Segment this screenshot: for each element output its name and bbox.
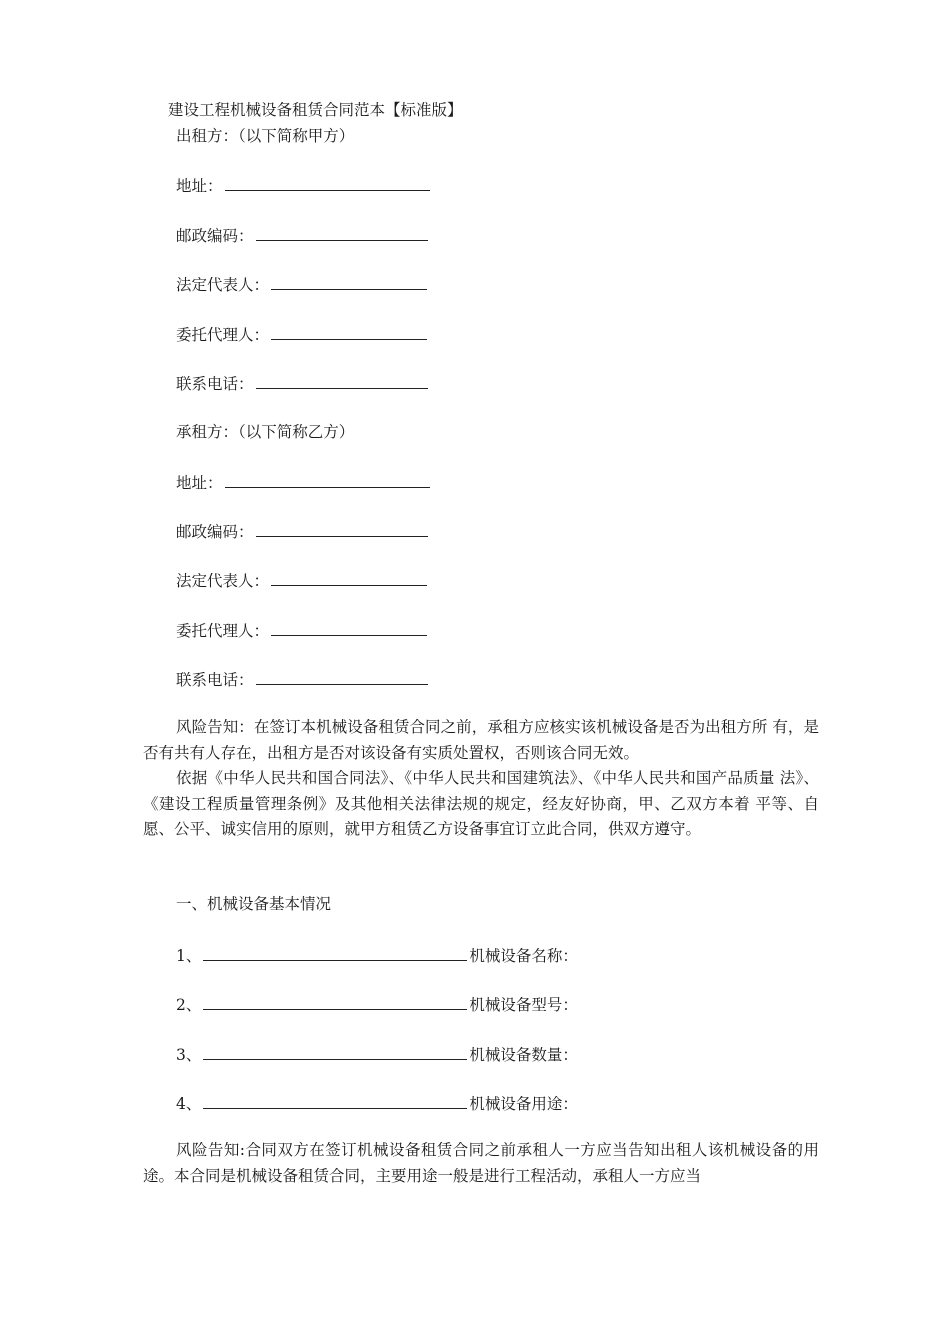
field-label: 委托代理人： [176,326,270,344]
fill-in-blank[interactable] [271,619,427,636]
item-label: 机械设备用途： [469,1095,578,1113]
fill-in-blank[interactable] [256,224,428,241]
fill-in-blank[interactable] [203,993,467,1010]
equipment-item-4 [176,1092,578,1115]
fill-in-blank[interactable] [203,1092,467,1109]
item-number: 1、 [176,947,202,965]
fill-in-blank[interactable] [225,471,430,488]
equipment-item-3 [176,1043,578,1066]
fill-in-blank[interactable] [271,569,427,586]
lessor-legal-rep-field [176,273,427,296]
lessor-phone-field [176,372,428,395]
equipment-item-1 [176,944,578,967]
section-heading: 一、机械设备基本情况 [176,895,332,913]
item-number: 2、 [176,996,202,1014]
lessee-agent-field [176,619,427,642]
field-label: 法定代表人： [176,276,270,294]
lessor-agent-field [176,323,427,346]
field-label: 委托代理人： [176,622,270,640]
fill-in-blank[interactable] [256,668,428,685]
lessor-heading: 出租方：（以下简称甲方） [176,127,355,145]
fill-in-blank[interactable] [256,520,428,537]
lessee-address-field [176,471,430,494]
field-label: 地址： [176,474,223,492]
risk-notice-paragraph-2: 风险告知:合同双方在签订机械设备租赁合同之前承租人一方应当告知出租人该机械设备的用途。本合同是机械设备租赁合同，主要用途一般是进行工程活动，承租人一方应当 [143,1141,819,1185]
lessor-address-field [176,174,430,197]
lessee-heading: 承租方：（以下简称乙方） [176,423,355,441]
lessee-legal-rep-field [176,569,427,592]
item-number: 4、 [176,1095,202,1113]
item-label: 机械设备数量： [469,1046,578,1064]
fill-in-blank[interactable] [225,174,430,191]
fill-in-blank[interactable] [271,273,427,290]
item-label: 机械设备型号： [469,996,578,1014]
fill-in-blank[interactable] [256,372,428,389]
lessee-phone-field [176,668,428,691]
field-label: 邮政编码： [176,227,254,245]
item-label: 机械设备名称： [469,947,578,965]
lessor-postcode-field [176,224,428,247]
field-label: 联系电话： [176,375,254,393]
field-label: 邮政编码： [176,523,254,541]
field-label: 法定代表人： [176,572,270,590]
field-label: 联系电话： [176,671,254,689]
fill-in-blank[interactable] [271,323,427,340]
field-label: 地址： [176,177,223,195]
item-number: 3、 [176,1046,202,1064]
fill-in-blank[interactable] [203,1043,467,1060]
equipment-item-2 [176,993,578,1016]
fill-in-blank[interactable] [203,944,467,961]
legal-basis-paragraph: 依据《中华人民共和国合同法》、《中华人民共和国建筑法》、《中华人民共和国产品质量 法》、《建设工程质量管理条例》及其他相关法律法规的规定，经友好协商，甲、乙双方本着 平等、自愿、公平、诚实信用的原则，就甲方租赁乙方设备事宜订立此合同，供双方遵守。 [143,769,819,838]
document-title: 建设工程机械设备租赁合同范本【标准版】 [168,101,463,119]
lessee-postcode-field [176,520,428,543]
risk-notice-paragraph: 风险告知：在签订本机械设备租赁合同之前，承租方应核实该机械设备是否为出租方所 有，是否有共有人存在，出租方是否对该设备有实质处置权，否则该合同无效。 [143,718,819,762]
